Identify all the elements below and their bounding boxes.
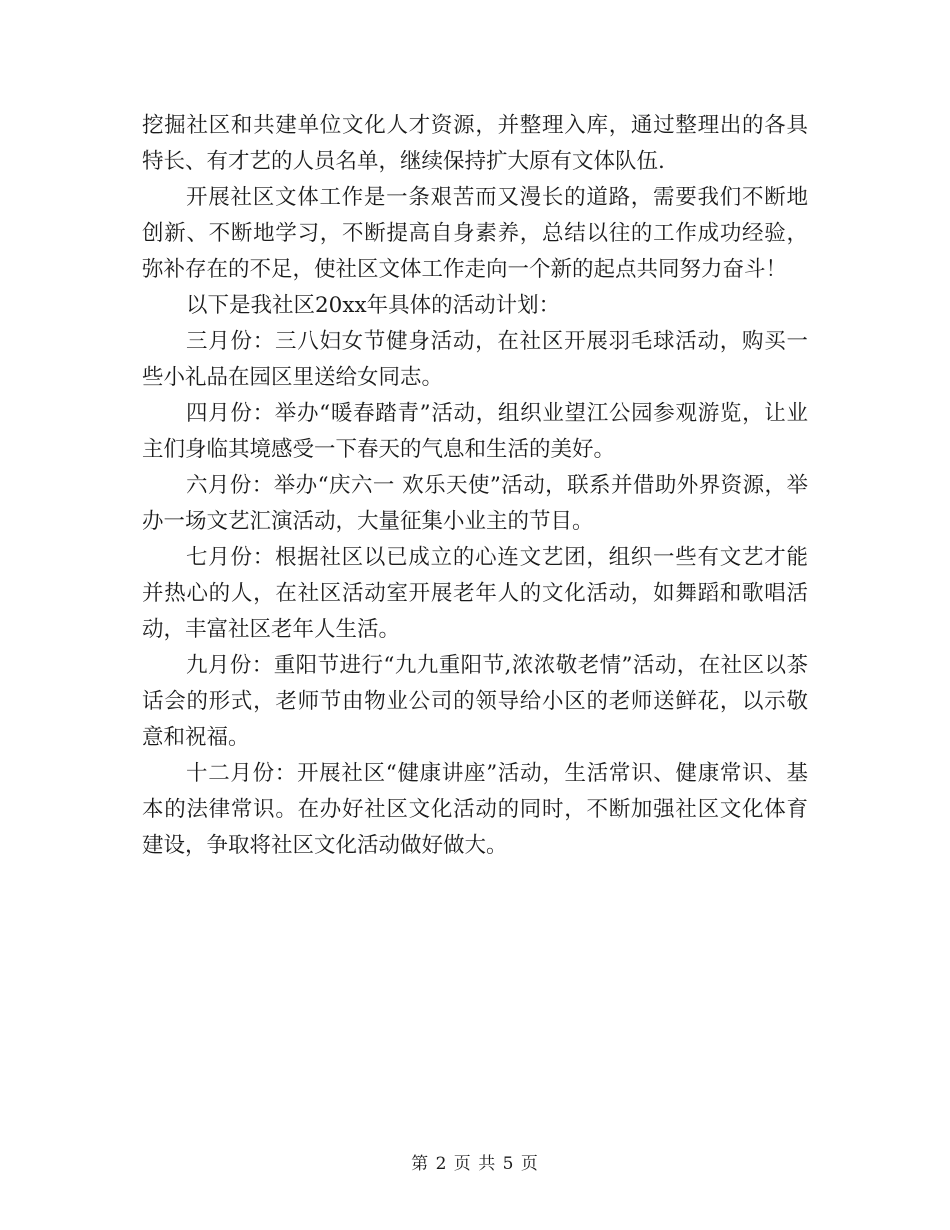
- paragraph: 开展社区文体工作是一条艰苦而又漫长的道路，需要我们不断地创新、不断地学习，不断提高自身素养，总结以往的工作成功经验，弥补存在的不足，使社区文体工作走向一个新的起点共同努力奋斗！: [142, 185, 808, 282]
- paragraph: 三月份：三八妇女节健身活动，在社区开展羽毛球活动，购买一些小礼品在园区里送给女同志。: [142, 329, 808, 390]
- paragraph: 六月份：举办“庆六一 欢乐天使”活动，联系并借助外界资源，举办一场文艺汇演活动，大量征集小业主的节目。: [142, 473, 808, 534]
- paragraph: 十二月份：开展社区“健康讲座”活动，生活常识、健康常识、基本的法律常识。在办好社区文化活动的同时，不断加强社区文化体育建设，争取将社区文化活动做好做大。: [142, 761, 808, 858]
- paragraph: 九月份：重阳节进行“九九重阳节,浓浓敬老情”活动，在社区以茶话会的形式，老师节由物业公司的领导给小区的老师送鲜花，以示敬意和祝福。: [142, 653, 808, 750]
- paragraph: 四月份：举办“暖春踏青”活动，组织业望江公园参观游览，让业主们身临其境感受一下春天的气息和生活的美好。: [142, 401, 808, 462]
- paragraph: 以下是我社区20xx年具体的活动计划：: [186, 293, 561, 318]
- page-number-footer: 第 2 页 共 5 页: [411, 1154, 539, 1174]
- paragraph: 七月份：根据社区以已成立的心连文艺团，组织一些有文艺才能并热心的人，在社区活动室开展老年人的文化活动，如舞蹈和歌唱活动，丰富社区老年人生活。: [142, 545, 808, 642]
- paragraph: 挖掘社区和共建单位文化人才资源，并整理入库，通过整理出的各具特长、有才艺的人员名单，继续保持扩大原有文体队伍.: [142, 113, 808, 174]
- document-body: [142, 108, 808, 864]
